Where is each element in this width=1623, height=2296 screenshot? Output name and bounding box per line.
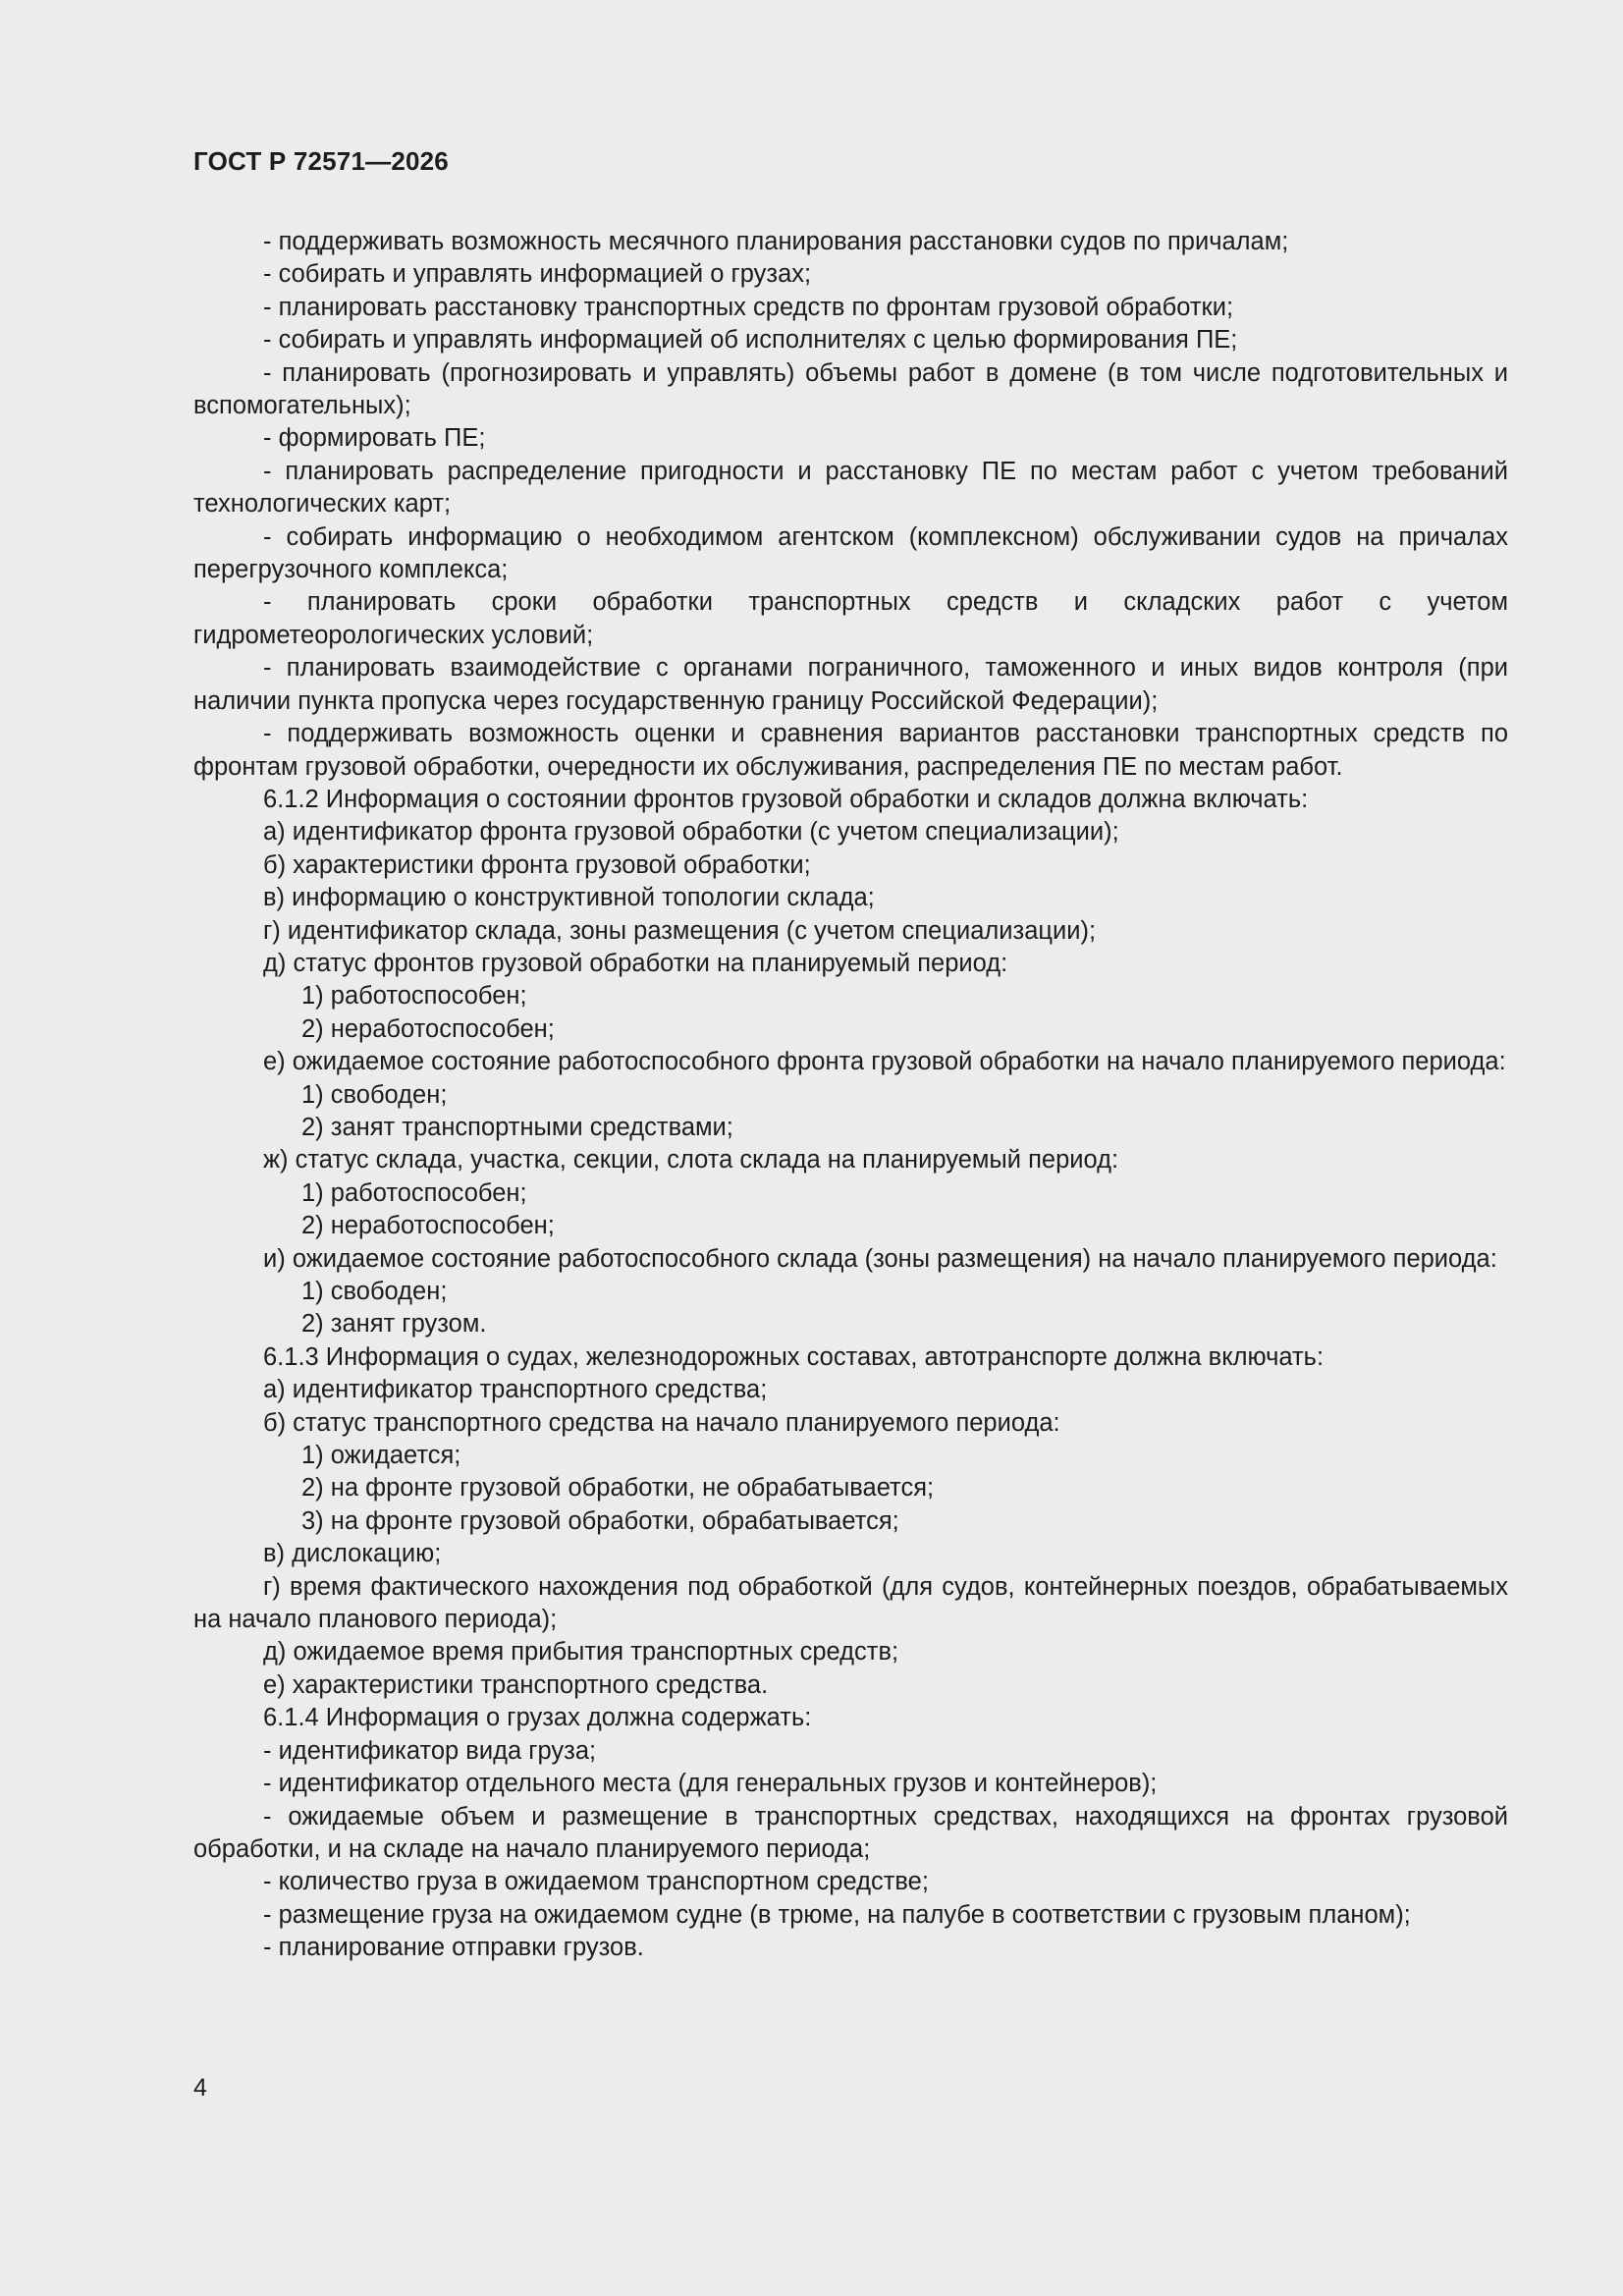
body-paragraph: - поддерживать возможность месячного планирования расстановки судов по причалам; bbox=[263, 228, 1289, 255]
body-paragraph: - идентификатор вида груза; bbox=[263, 1736, 597, 1765]
body-paragraph: 2) на фронте грузовой обработки, не обрабатывается; bbox=[301, 1474, 935, 1503]
document-body bbox=[193, 226, 1508, 1965]
body-paragraph: 6.1.2 Информация о состоянии фронтов грузовой обработки и складов должна включать: bbox=[263, 785, 1309, 813]
body-paragraph: 1) свободен; bbox=[301, 1080, 448, 1109]
body-paragraph: г) идентификатор склада, зоны размещения (с учетом специализации); bbox=[263, 916, 1097, 945]
body-paragraph: - идентификатор отдельного места (для генеральных грузов и контейнеров); bbox=[263, 1770, 1158, 1798]
body-paragraph: 3) на фронте грузовой обработки, обрабатывается; bbox=[301, 1506, 899, 1535]
body-paragraph: - планирование отправки грузов. bbox=[263, 1934, 644, 1962]
body-paragraph: в) информацию о конструктивной топологии склада; bbox=[263, 884, 875, 912]
body-paragraph: и) ожидаемое состояние работоспособного склада (зоны размещения) на начало планируемого периода: bbox=[263, 1244, 1497, 1273]
body-paragraph: 6.1.3 Информация о судах, железнодорожных составах, автотранспорте должна включать: bbox=[263, 1342, 1325, 1371]
body-paragraph: б) статус транспортного средства на начало планируемого периода: bbox=[263, 1408, 1060, 1437]
body-paragraph: - размещение груза на ожидаемом судне (в трюме, на палубе в соответствии с грузовым планом); bbox=[263, 1900, 1411, 1929]
page-number: 4 bbox=[193, 2074, 207, 2102]
body-paragraph: г) время фактического нахождения под обработкой (для судов, контейнерных поездов, обрабатываемых на начало планового периода); bbox=[193, 1572, 1508, 1634]
body-paragraph: 1) ожидается; bbox=[301, 1442, 461, 1470]
body-paragraph: - количество груза в ожидаемом транспортном средстве; bbox=[263, 1868, 929, 1896]
body-paragraph: 1) работоспособен; bbox=[301, 1178, 527, 1207]
body-paragraph: - собирать и управлять информацией об исполнителях с целью формирования ПЕ; bbox=[263, 326, 1238, 355]
body-paragraph: - формировать ПЕ; bbox=[263, 424, 486, 453]
body-paragraph: е) ожидаемое состояние работоспособного фронта грузовой обработки на начало планируемого периода: bbox=[263, 1048, 1506, 1076]
body-paragraph: - поддерживать возможность оценки и сравнения вариантов расстановки транспортных средств по фронтам грузовой обработки, очередности их обслуживания, распределения ПЕ по местам работ. bbox=[193, 720, 1508, 781]
body-paragraph: 2) неработоспособен; bbox=[301, 1014, 555, 1043]
body-paragraph: 6.1.4 Информация о грузах должна содержать: bbox=[263, 1704, 812, 1732]
body-paragraph: - планировать сроки обработки транспортных средств и складских работ с учетом гидрометеорологических условий; bbox=[193, 588, 1508, 649]
body-paragraph: д) ожидаемое время прибытия транспортных средств; bbox=[263, 1638, 899, 1667]
body-paragraph: - планировать (прогнозировать и управлять) объемы работ в домене (в том числе подготовительных и вспомогательных); bbox=[193, 358, 1508, 420]
body-paragraph: б) характеристики фронта грузовой обработки; bbox=[263, 850, 811, 879]
body-paragraph: - собирать информацию о необходимом агентском (комплексном) обслуживании судов на причалах перегрузочного комплекса; bbox=[193, 522, 1508, 584]
body-paragraph: - планировать расстановку транспортных средств по фронтам грузовой обработки; bbox=[263, 293, 1234, 321]
body-paragraph: - планировать взаимодействие с органами пограничного, таможенного и иных видов контроля (при наличии пункта пропуска через государственную границу Российской Федерации); bbox=[193, 654, 1508, 715]
body-paragraph: а) идентификатор фронта грузовой обработки (с учетом специализации); bbox=[263, 818, 1119, 847]
body-paragraph: 1) свободен; bbox=[301, 1278, 448, 1305]
body-paragraph: - планировать распределение пригодности и расстановку ПЕ по местам работ с учетом требований технологических карт; bbox=[193, 457, 1508, 519]
body-paragraph: 2) занят грузом. bbox=[301, 1310, 487, 1339]
body-paragraph: а) идентификатор транспортного средства; bbox=[263, 1376, 768, 1404]
body-paragraph: д) статус фронтов грузовой обработки на планируемый период: bbox=[263, 949, 1008, 977]
body-paragraph: в) дислокацию; bbox=[263, 1540, 442, 1568]
body-paragraph: - ожидаемые объем и размещение в транспортных средствах, находящихся на фронтах грузовой обработки, и на складе на начало планируемого периода; bbox=[193, 1802, 1508, 1863]
body-paragraph: е) характеристики транспортного средства. bbox=[263, 1670, 769, 1699]
body-paragraph: 1) работоспособен; bbox=[301, 982, 527, 1011]
body-paragraph: - собирать и управлять информацией о грузах; bbox=[263, 260, 812, 289]
body-paragraph: 2) занят транспортными средствами; bbox=[301, 1113, 733, 1141]
body-paragraph: 2) неработоспособен; bbox=[301, 1212, 555, 1240]
document-header: ГОСТ Р 72571—2026 bbox=[193, 146, 449, 176]
body-paragraph: ж) статус склада, участка, секции, слота склада на планируемый период: bbox=[263, 1146, 1119, 1175]
